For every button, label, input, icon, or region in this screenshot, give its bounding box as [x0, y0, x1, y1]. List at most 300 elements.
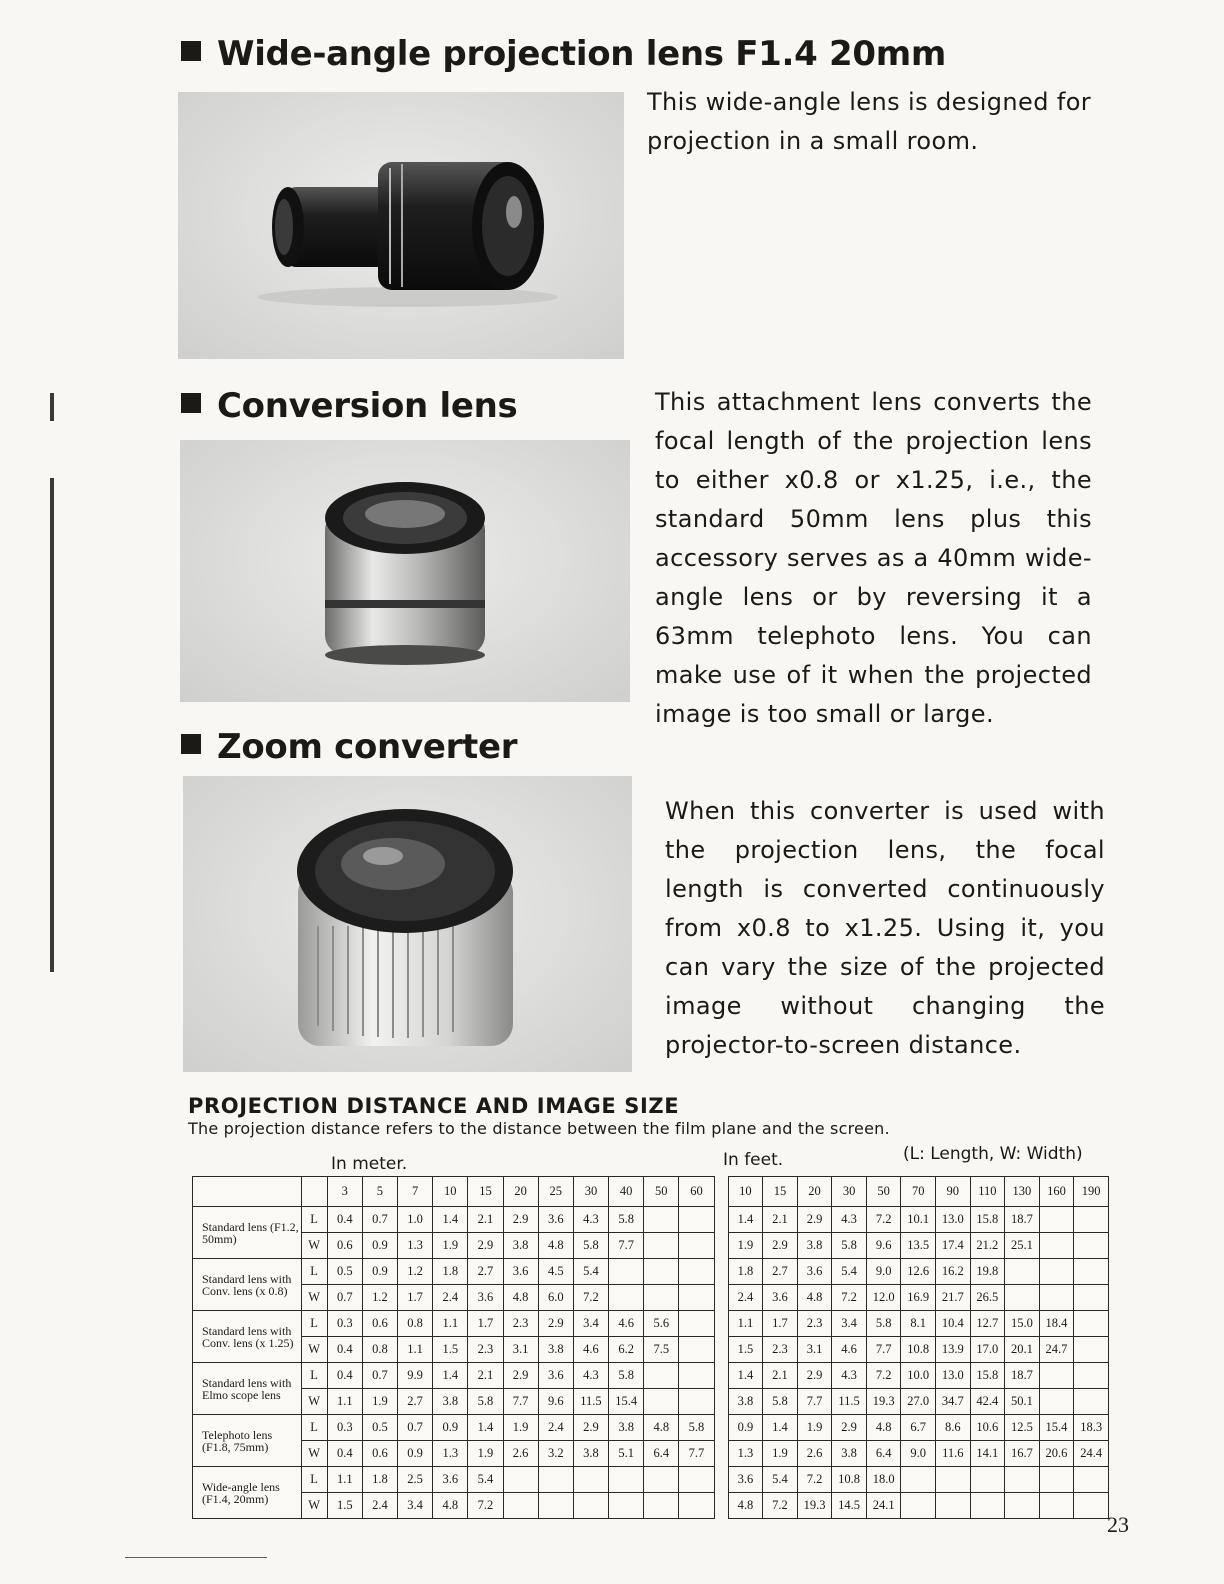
feet-value-cell: 25.1 [1005, 1233, 1040, 1259]
dimension-cell: W [301, 1233, 327, 1259]
feet-value-cell: 7.2 [797, 1467, 832, 1493]
feet-value-cell: 6.4 [866, 1441, 901, 1467]
feet-value-cell: 18.7 [1005, 1207, 1040, 1233]
feet-value-cell: 1.9 [728, 1233, 763, 1259]
meter-value-cell [538, 1493, 573, 1519]
meter-value-cell: 2.1 [468, 1207, 503, 1233]
meter-value-cell: 4.5 [538, 1259, 573, 1285]
meter-value-cell: 3.6 [503, 1259, 538, 1285]
table-body [193, 1207, 1109, 1519]
meter-value-cell: 0.5 [327, 1259, 362, 1285]
meter-value-cell [538, 1467, 573, 1493]
feet-value-cell: 9.0 [866, 1259, 901, 1285]
meter-value-cell: 2.6 [503, 1441, 538, 1467]
meter-value-cell: 3.1 [503, 1337, 538, 1363]
feet-value-cell: 15.4 [1039, 1415, 1074, 1441]
feet-distance: 70 [901, 1177, 936, 1207]
meter-value-cell: 5.8 [468, 1389, 503, 1415]
feet-value-cell: 6.7 [901, 1415, 936, 1441]
feet-value-cell: 10.1 [901, 1207, 936, 1233]
section-title-wide-angle: Wide-angle projection lens F1.4 20mm [181, 34, 946, 74]
page-number: 23 [1107, 1512, 1129, 1537]
table-row [193, 1311, 1109, 1337]
meter-value-cell: 0.6 [327, 1233, 362, 1259]
footer-rule [125, 1557, 267, 1558]
meter-value-cell [644, 1285, 679, 1311]
table-row [193, 1363, 1109, 1389]
feet-value-cell: 2.7 [763, 1259, 798, 1285]
feet-value-cell [901, 1467, 936, 1493]
feet-distance: 130 [1005, 1177, 1040, 1207]
feet-value-cell: 2.1 [763, 1363, 798, 1389]
feet-value-cell: 4.6 [832, 1337, 867, 1363]
meter-value-cell [644, 1467, 679, 1493]
feet-value-cell: 0.9 [728, 1415, 763, 1441]
feet-value-cell: 1.9 [797, 1415, 832, 1441]
meter-value-cell [644, 1363, 679, 1389]
meter-value-cell: 3.8 [609, 1415, 644, 1441]
meter-value-cell: 3.8 [538, 1337, 573, 1363]
meter-value-cell: 1.1 [327, 1467, 362, 1493]
meter-value-cell [503, 1467, 538, 1493]
feet-value-cell [1074, 1233, 1109, 1259]
feet-value-cell: 7.7 [866, 1337, 901, 1363]
feet-value-cell: 3.6 [728, 1467, 763, 1493]
feet-label: In feet. [723, 1150, 784, 1170]
meter-distance: 60 [679, 1177, 714, 1207]
meter-label: In meter. [331, 1154, 408, 1174]
meter-value-cell: 1.0 [398, 1207, 433, 1233]
meter-value-cell: 0.6 [362, 1311, 397, 1337]
feet-value-cell: 2.9 [797, 1207, 832, 1233]
feet-value-cell: 34.7 [936, 1389, 971, 1415]
meter-value-cell: 2.4 [433, 1285, 468, 1311]
feet-value-cell: 10.0 [901, 1363, 936, 1389]
meter-value-cell [644, 1207, 679, 1233]
meter-value-cell [679, 1363, 714, 1389]
meter-value-cell: 15.4 [609, 1389, 644, 1415]
meter-value-cell: 1.2 [362, 1285, 397, 1311]
meter-value-cell [679, 1337, 714, 1363]
meter-value-cell: 2.5 [398, 1467, 433, 1493]
feet-value-cell: 7.2 [763, 1493, 798, 1519]
meter-value-cell [679, 1207, 714, 1233]
meter-value-cell: 1.1 [398, 1337, 433, 1363]
feet-value-cell [1074, 1493, 1109, 1519]
feet-value-cell: 19.3 [866, 1389, 901, 1415]
feet-value-cell: 2.6 [797, 1441, 832, 1467]
table-gap [714, 1177, 728, 1207]
table-gap [714, 1311, 728, 1337]
meter-value-cell: 0.8 [398, 1311, 433, 1337]
meter-distance: 10 [433, 1177, 468, 1207]
feet-value-cell: 12.7 [970, 1311, 1005, 1337]
feet-value-cell [1005, 1285, 1040, 1311]
section-title-conversion: Conversion lens [181, 386, 517, 426]
table-row [193, 1207, 1109, 1233]
meter-value-cell: 1.2 [398, 1259, 433, 1285]
meter-value-cell: 0.9 [398, 1441, 433, 1467]
description-zoom: When this converter is used with the projection lens, the focal length is converted continuously from x0.8 to x1.25. Using it, you can vary the size of the projected image without changing the projector-to-screen distance. [665, 797, 1105, 1059]
projection-table [192, 1176, 1109, 1519]
dimension-cell: L [301, 1415, 327, 1441]
feet-value-cell: 1.5 [728, 1337, 763, 1363]
feet-value-cell: 3.6 [797, 1259, 832, 1285]
meter-distance: 30 [573, 1177, 608, 1207]
table-gap [714, 1467, 728, 1493]
table-row [193, 1415, 1109, 1441]
feet-value-cell [1039, 1363, 1074, 1389]
feet-value-cell: 2.9 [797, 1363, 832, 1389]
meter-value-cell: 7.7 [679, 1441, 714, 1467]
feet-value-cell [1074, 1207, 1109, 1233]
feet-distance: 190 [1074, 1177, 1109, 1207]
meter-value-cell: 9.6 [538, 1389, 573, 1415]
meter-value-cell: 2.9 [503, 1363, 538, 1389]
legend-label: (L: Length, W: Width) [903, 1144, 1083, 1164]
dimension-cell: W [301, 1493, 327, 1519]
feet-value-cell [1005, 1467, 1040, 1493]
feet-value-cell: 3.6 [763, 1285, 798, 1311]
meter-value-cell [679, 1311, 714, 1337]
feet-value-cell: 3.4 [832, 1311, 867, 1337]
feet-value-cell: 26.5 [970, 1285, 1005, 1311]
feet-value-cell [1039, 1233, 1074, 1259]
feet-value-cell: 2.4 [728, 1285, 763, 1311]
meter-value-cell: 1.8 [362, 1467, 397, 1493]
feet-value-cell: 3.8 [832, 1441, 867, 1467]
table-row [193, 1233, 1109, 1259]
meter-value-cell [609, 1467, 644, 1493]
meter-value-cell: 9.9 [398, 1363, 433, 1389]
feet-value-cell: 11.5 [832, 1389, 867, 1415]
meter-value-cell: 5.8 [609, 1363, 644, 1389]
feet-value-cell: 9.6 [866, 1233, 901, 1259]
table-gap [714, 1285, 728, 1311]
table-gap [714, 1389, 728, 1415]
meter-value-cell: 1.9 [433, 1233, 468, 1259]
feet-value-cell [1074, 1285, 1109, 1311]
meter-distance: 7 [398, 1177, 433, 1207]
zoom-converter-photo [183, 776, 632, 1072]
meter-value-cell: 0.7 [362, 1207, 397, 1233]
table-gap [714, 1363, 728, 1389]
meter-value-cell: 0.4 [327, 1337, 362, 1363]
meter-value-cell: 3.6 [433, 1467, 468, 1493]
conversion-lens-illustration [180, 440, 630, 702]
feet-distance: 10 [728, 1177, 763, 1207]
lens-name-cell: Standard lens with Conv. lens (x 1.25) [193, 1311, 302, 1363]
feet-value-cell: 3.8 [797, 1233, 832, 1259]
meter-value-cell: 1.5 [433, 1337, 468, 1363]
meter-value-cell: 2.7 [468, 1259, 503, 1285]
meter-value-cell: 1.5 [327, 1493, 362, 1519]
lens-name-cell: Wide-angle lens (F1.4, 20mm) [193, 1467, 302, 1519]
meter-value-cell [609, 1259, 644, 1285]
feet-value-cell: 27.0 [901, 1389, 936, 1415]
meter-value-cell: 0.9 [362, 1259, 397, 1285]
feet-value-cell: 1.7 [763, 1311, 798, 1337]
meter-value-cell: 5.4 [573, 1259, 608, 1285]
table-gap [714, 1441, 728, 1467]
feet-value-cell: 10.4 [936, 1311, 971, 1337]
meter-value-cell: 7.2 [573, 1285, 608, 1311]
description-conversion: This attachment lens converts the focal length of the projection lens to either x0.8 or x1.25, i.e., the standard 50mm lens plus this accessory serves as a 40mm wide-angle lens or by reversing it a 63mm telephoto lens. You can make use of it when the projected image is too small or large. [655, 388, 1092, 728]
meter-value-cell: 2.9 [538, 1311, 573, 1337]
meter-value-cell: 3.8 [503, 1233, 538, 1259]
meter-value-cell [679, 1493, 714, 1519]
dimension-cell: L [301, 1259, 327, 1285]
feet-value-cell: 1.1 [728, 1311, 763, 1337]
meter-value-cell: 1.4 [468, 1415, 503, 1441]
lens-name-cell: Telephoto lens (F1.8, 75mm) [193, 1415, 302, 1467]
meter-value-cell: 3.6 [538, 1207, 573, 1233]
meter-value-cell: 11.5 [573, 1389, 608, 1415]
meter-value-cell [644, 1233, 679, 1259]
meter-value-cell: 2.9 [503, 1207, 538, 1233]
meter-value-cell: 1.9 [503, 1415, 538, 1441]
feet-value-cell: 7.2 [866, 1363, 901, 1389]
section-title-zoom: Zoom converter [181, 727, 517, 767]
dimension-cell: W [301, 1389, 327, 1415]
feet-value-cell: 7.2 [832, 1285, 867, 1311]
meter-value-cell: 1.7 [468, 1311, 503, 1337]
meter-value-cell: 3.8 [433, 1389, 468, 1415]
meter-distance: 25 [538, 1177, 573, 1207]
meter-value-cell [609, 1493, 644, 1519]
feet-value-cell: 4.8 [728, 1493, 763, 1519]
feet-value-cell [1074, 1363, 1109, 1389]
meter-value-cell [644, 1389, 679, 1415]
meter-value-cell: 4.8 [538, 1233, 573, 1259]
meter-distance: 20 [503, 1177, 538, 1207]
feet-value-cell: 7.2 [866, 1207, 901, 1233]
feet-value-cell: 12.5 [1005, 1415, 1040, 1441]
bullet-icon [181, 734, 201, 754]
description-wide-angle: This wide-angle lens is designed for projection in a small room. [647, 88, 1092, 155]
feet-value-cell: 15.8 [970, 1207, 1005, 1233]
lens-name-cell: Standard lens with Elmo scope lens [193, 1363, 302, 1415]
meter-value-cell: 5.4 [468, 1467, 503, 1493]
meter-value-cell [679, 1285, 714, 1311]
meter-value-cell: 4.6 [609, 1311, 644, 1337]
table-gap [714, 1337, 728, 1363]
table-gap [714, 1493, 728, 1519]
feet-value-cell: 5.8 [866, 1311, 901, 1337]
meter-value-cell: 2.7 [398, 1389, 433, 1415]
feet-value-cell: 3.1 [797, 1337, 832, 1363]
feet-value-cell: 4.3 [832, 1363, 867, 1389]
feet-value-cell [1039, 1389, 1074, 1415]
meter-value-cell: 4.3 [573, 1207, 608, 1233]
feet-value-cell: 18.0 [866, 1467, 901, 1493]
feet-value-cell: 13.9 [936, 1337, 971, 1363]
meter-value-cell: 4.8 [503, 1285, 538, 1311]
meter-value-cell: 5.6 [644, 1311, 679, 1337]
meter-value-cell: 0.7 [362, 1363, 397, 1389]
meter-value-cell: 0.5 [362, 1415, 397, 1441]
feet-value-cell: 5.4 [763, 1467, 798, 1493]
meter-value-cell: 5.8 [573, 1233, 608, 1259]
feet-value-cell: 18.4 [1039, 1311, 1074, 1337]
feet-value-cell: 16.7 [1005, 1441, 1040, 1467]
feet-value-cell: 9.0 [901, 1441, 936, 1467]
meter-distance: 5 [362, 1177, 397, 1207]
table-row [193, 1337, 1109, 1363]
feet-value-cell: 4.3 [832, 1207, 867, 1233]
meter-value-cell: 1.4 [433, 1363, 468, 1389]
meter-value-cell: 5.8 [679, 1415, 714, 1441]
meter-value-cell: 0.8 [362, 1337, 397, 1363]
feet-distance: 20 [797, 1177, 832, 1207]
meter-value-cell [679, 1233, 714, 1259]
meter-value-cell: 3.4 [398, 1493, 433, 1519]
meter-value-cell: 3.2 [538, 1441, 573, 1467]
table-subtitle: The projection distance refers to the distance between the film plane and the screen. [188, 1119, 890, 1138]
meter-value-cell: 2.9 [468, 1233, 503, 1259]
meter-value-cell: 3.8 [573, 1441, 608, 1467]
meter-value-cell: 0.7 [398, 1415, 433, 1441]
dimension-cell: W [301, 1337, 327, 1363]
feet-value-cell: 50.1 [1005, 1389, 1040, 1415]
meter-value-cell: 1.1 [433, 1311, 468, 1337]
feet-value-cell: 14.1 [970, 1441, 1005, 1467]
feet-value-cell: 24.1 [866, 1493, 901, 1519]
meter-value-cell: 5.8 [609, 1207, 644, 1233]
dimension-cell: L [301, 1467, 327, 1493]
feet-distance: 90 [936, 1177, 971, 1207]
meter-value-cell: 1.4 [433, 1207, 468, 1233]
meter-value-cell: 0.9 [433, 1415, 468, 1441]
feet-value-cell: 13.0 [936, 1207, 971, 1233]
feet-value-cell: 1.3 [728, 1441, 763, 1467]
feet-value-cell: 2.3 [797, 1311, 832, 1337]
feet-value-cell: 2.9 [763, 1233, 798, 1259]
feet-value-cell: 11.6 [936, 1441, 971, 1467]
feet-value-cell [1074, 1467, 1109, 1493]
feet-value-cell: 21.7 [936, 1285, 971, 1311]
meter-value-cell: 0.4 [327, 1363, 362, 1389]
meter-value-cell: 6.0 [538, 1285, 573, 1311]
feet-value-cell: 16.9 [901, 1285, 936, 1311]
feet-value-cell: 2.9 [832, 1415, 867, 1441]
meter-value-cell: 7.7 [609, 1233, 644, 1259]
feet-value-cell: 12.0 [866, 1285, 901, 1311]
feet-value-cell: 10.8 [901, 1337, 936, 1363]
meter-value-cell [644, 1259, 679, 1285]
feet-value-cell: 17.0 [970, 1337, 1005, 1363]
feet-value-cell: 15.8 [970, 1363, 1005, 1389]
wide-angle-lens-illustration [178, 92, 624, 359]
feet-value-cell: 18.7 [1005, 1363, 1040, 1389]
table-gap [714, 1259, 728, 1285]
table-title: PROJECTION DISTANCE AND IMAGE SIZE [188, 1094, 680, 1118]
dimension-cell: W [301, 1441, 327, 1467]
bullet-icon [181, 393, 201, 413]
meter-value-cell: 6.2 [609, 1337, 644, 1363]
dimension-cell: L [301, 1207, 327, 1233]
meter-value-cell [609, 1285, 644, 1311]
feet-distance: 110 [970, 1177, 1005, 1207]
meter-distance: 50 [644, 1177, 679, 1207]
meter-value-cell: 0.3 [327, 1415, 362, 1441]
feet-value-cell: 24.4 [1074, 1441, 1109, 1467]
feet-value-cell: 2.1 [763, 1207, 798, 1233]
meter-value-cell: 1.9 [362, 1389, 397, 1415]
meter-value-cell: 5.1 [609, 1441, 644, 1467]
feet-value-cell [936, 1467, 971, 1493]
feet-value-cell: 15.0 [1005, 1311, 1040, 1337]
feet-value-cell: 1.8 [728, 1259, 763, 1285]
feet-distance: 30 [832, 1177, 867, 1207]
feet-value-cell: 16.2 [936, 1259, 971, 1285]
feet-value-cell: 8.6 [936, 1415, 971, 1441]
meter-value-cell: 3.4 [573, 1311, 608, 1337]
meter-value-cell: 2.9 [573, 1415, 608, 1441]
table-gap [714, 1207, 728, 1233]
table-row [193, 1441, 1109, 1467]
feet-value-cell: 7.7 [797, 1389, 832, 1415]
feet-value-cell: 4.8 [866, 1415, 901, 1441]
table-row [193, 1259, 1109, 1285]
meter-value-cell: 3.6 [538, 1363, 573, 1389]
table-row [193, 1467, 1109, 1493]
feet-value-cell: 5.4 [832, 1259, 867, 1285]
meter-value-cell: 1.8 [433, 1259, 468, 1285]
table-gap [714, 1415, 728, 1441]
feet-distance: 15 [763, 1177, 798, 1207]
feet-value-cell: 4.8 [797, 1285, 832, 1311]
feet-value-cell [1039, 1467, 1074, 1493]
feet-distance: 50 [866, 1177, 901, 1207]
feet-value-cell: 1.4 [763, 1415, 798, 1441]
meter-value-cell: 0.4 [327, 1441, 362, 1467]
meter-value-cell: 3.6 [468, 1285, 503, 1311]
meter-value-cell: 7.5 [644, 1337, 679, 1363]
feet-value-cell [901, 1493, 936, 1519]
binding-mark-bottom [50, 478, 54, 972]
feet-value-cell: 1.4 [728, 1207, 763, 1233]
feet-value-cell: 14.5 [832, 1493, 867, 1519]
meter-value-cell: 7.7 [503, 1389, 538, 1415]
meter-value-cell [679, 1389, 714, 1415]
lens-name-cell: Standard lens (F1.2, 50mm) [193, 1207, 302, 1259]
meter-value-cell [679, 1259, 714, 1285]
feet-value-cell: 12.6 [901, 1259, 936, 1285]
feet-value-cell: 20.6 [1039, 1441, 1074, 1467]
meter-value-cell: 2.4 [538, 1415, 573, 1441]
feet-value-cell: 3.8 [728, 1389, 763, 1415]
feet-value-cell [1074, 1389, 1109, 1415]
feet-value-cell: 13.5 [901, 1233, 936, 1259]
wide-angle-lens-photo [178, 92, 624, 359]
meter-value-cell: 6.4 [644, 1441, 679, 1467]
meter-value-cell [503, 1493, 538, 1519]
header-lens-cell [193, 1177, 302, 1207]
feet-value-cell: 10.6 [970, 1415, 1005, 1441]
meter-value-cell: 2.1 [468, 1363, 503, 1389]
feet-value-cell [970, 1467, 1005, 1493]
meter-value-cell: 1.3 [398, 1233, 433, 1259]
meter-value-cell [679, 1467, 714, 1493]
binding-mark-top [50, 393, 54, 421]
feet-value-cell [1005, 1493, 1040, 1519]
dimension-cell: W [301, 1285, 327, 1311]
table-row [193, 1285, 1109, 1311]
feet-value-cell [1074, 1259, 1109, 1285]
feet-value-cell [970, 1493, 1005, 1519]
feet-value-cell [1074, 1311, 1109, 1337]
